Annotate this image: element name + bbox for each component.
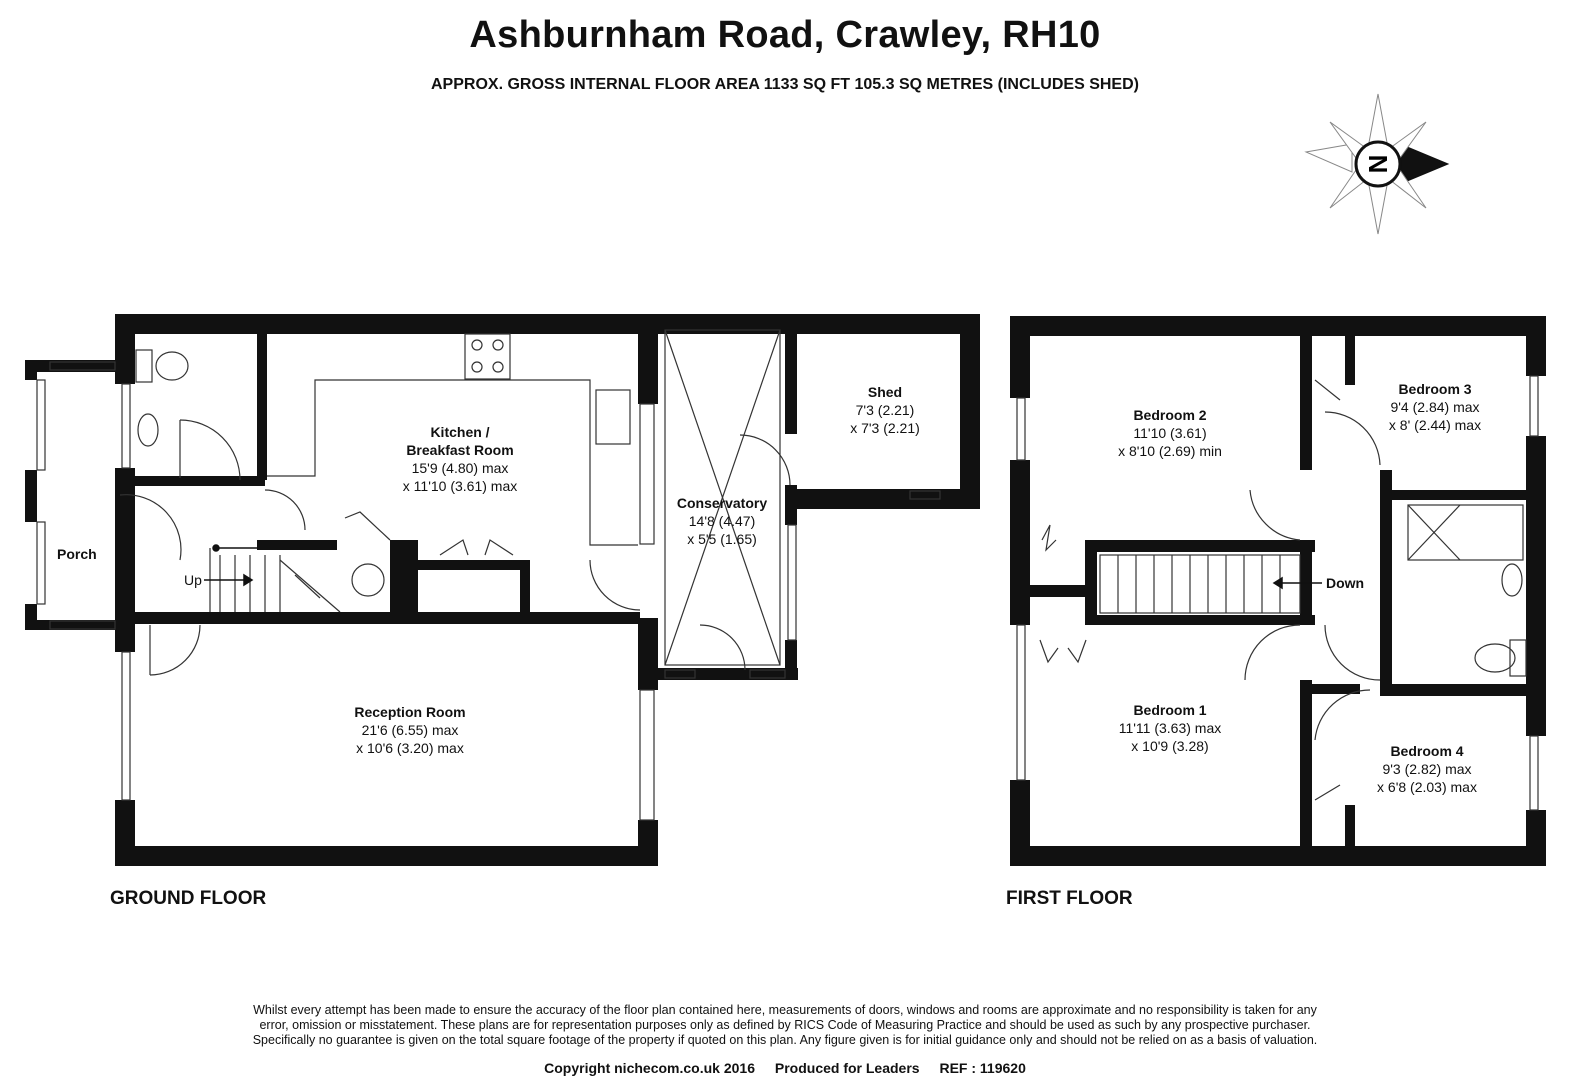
shed-dimension-1: 7'3 (2.21) bbox=[855, 402, 915, 418]
bedroom4-dimension-1: 9'3 (2.82) max bbox=[1382, 761, 1472, 777]
ground-floor-label: GROUND FLOOR bbox=[110, 888, 267, 909]
bedroom4-room bbox=[1352, 742, 1502, 796]
conservatory-room bbox=[660, 494, 784, 548]
floor-area-subtitle: APPROX. GROSS INTERNAL FLOOR AREA 1133 SQ FT 105.3 SQ METRES (INCLUDES SHED) bbox=[431, 76, 1139, 93]
stairs-up-label: Up bbox=[184, 572, 202, 588]
bedroom1-dimension-2: x 10'9 (3.28) bbox=[1131, 738, 1209, 754]
plan-title: Ashburnham Road, Crawley, RH10 bbox=[469, 14, 1101, 56]
bedroom1-room bbox=[1090, 701, 1250, 755]
footer-ref: REF : 119620 bbox=[939, 1060, 1026, 1076]
bedroom3-room bbox=[1360, 380, 1510, 434]
compass-letter: N bbox=[1363, 154, 1393, 174]
conservatory-name: Conservatory bbox=[676, 495, 768, 511]
kitchen-dimension-2: x 11'10 (3.61) max bbox=[402, 478, 518, 494]
stairs-down-label: Down bbox=[1326, 575, 1365, 591]
bedroom3-name: Bedroom 3 bbox=[1398, 381, 1472, 397]
kitchen-dimension-1: 15'9 (4.80) max bbox=[411, 460, 509, 476]
disclaimer-line-1: Whilst every attempt has been made to ensure the accuracy of the floor plan contained here, measurements of doors, windows and rooms are approximate and no responsibility is taken for any bbox=[253, 1003, 1317, 1017]
reception-name: Reception Room bbox=[354, 704, 466, 720]
reception-dimension-1: 21'6 (6.55) max bbox=[361, 722, 459, 738]
porch-label: Porch bbox=[57, 546, 97, 562]
conservatory-dimension-1: 14'8 (4.47) bbox=[688, 513, 756, 529]
kitchen-name-line2: Breakfast Room bbox=[406, 442, 514, 458]
conservatory-dimension-2: x 5'5 (1.65) bbox=[687, 531, 757, 547]
bedroom4-name: Bedroom 4 bbox=[1390, 743, 1464, 759]
shed-name: Shed bbox=[867, 384, 903, 400]
bedroom2-room bbox=[1090, 406, 1250, 460]
disclaimer-line-3: Specifically no guarantee is given on the total square footage of the property if quoted on this plan. Any figure given is for initial guidance only and should not be relied on as a basis of valuation. bbox=[252, 1033, 1318, 1047]
bedroom3-dimension-1: 9'4 (2.84) max bbox=[1390, 399, 1480, 415]
bedroom1-name: Bedroom 1 bbox=[1133, 702, 1207, 718]
bedroom3-dimension-2: x 8' (2.44) max bbox=[1388, 417, 1482, 433]
bedroom2-dimension-2: x 8'10 (2.69) min bbox=[1118, 443, 1222, 459]
reception-dimension-2: x 10'6 (3.20) max bbox=[356, 740, 464, 756]
kitchen-room bbox=[360, 423, 560, 495]
bedroom2-name: Bedroom 2 bbox=[1133, 407, 1207, 423]
shed-dimension-2: x 7'3 (2.21) bbox=[850, 420, 920, 436]
disclaimer-line-2: error, omission or misstatement. These plans are for representation purposes only as defined by RICS Code of Measuring Practice and should be used as such by any prospective purchaser. bbox=[259, 1018, 1311, 1032]
footer-copyright: Copyright nichecom.co.uk 2016 bbox=[544, 1060, 755, 1076]
reception-room bbox=[310, 703, 510, 757]
first-floor-label: FIRST FLOOR bbox=[1006, 888, 1133, 909]
bedroom4-dimension-2: x 6'8 (2.03) max bbox=[1377, 779, 1477, 795]
bedroom2-dimension-1: 11'10 (3.61) bbox=[1133, 425, 1207, 441]
disclaimer-text bbox=[185, 1003, 1385, 1048]
bedroom1-dimension-1: 11'11 (3.63) max bbox=[1118, 720, 1222, 736]
shed-room bbox=[820, 383, 950, 437]
kitchen-name-line1: Kitchen / bbox=[430, 424, 490, 440]
footer bbox=[0, 1060, 1570, 1076]
footer-produced: Produced for Leaders bbox=[774, 1060, 920, 1076]
